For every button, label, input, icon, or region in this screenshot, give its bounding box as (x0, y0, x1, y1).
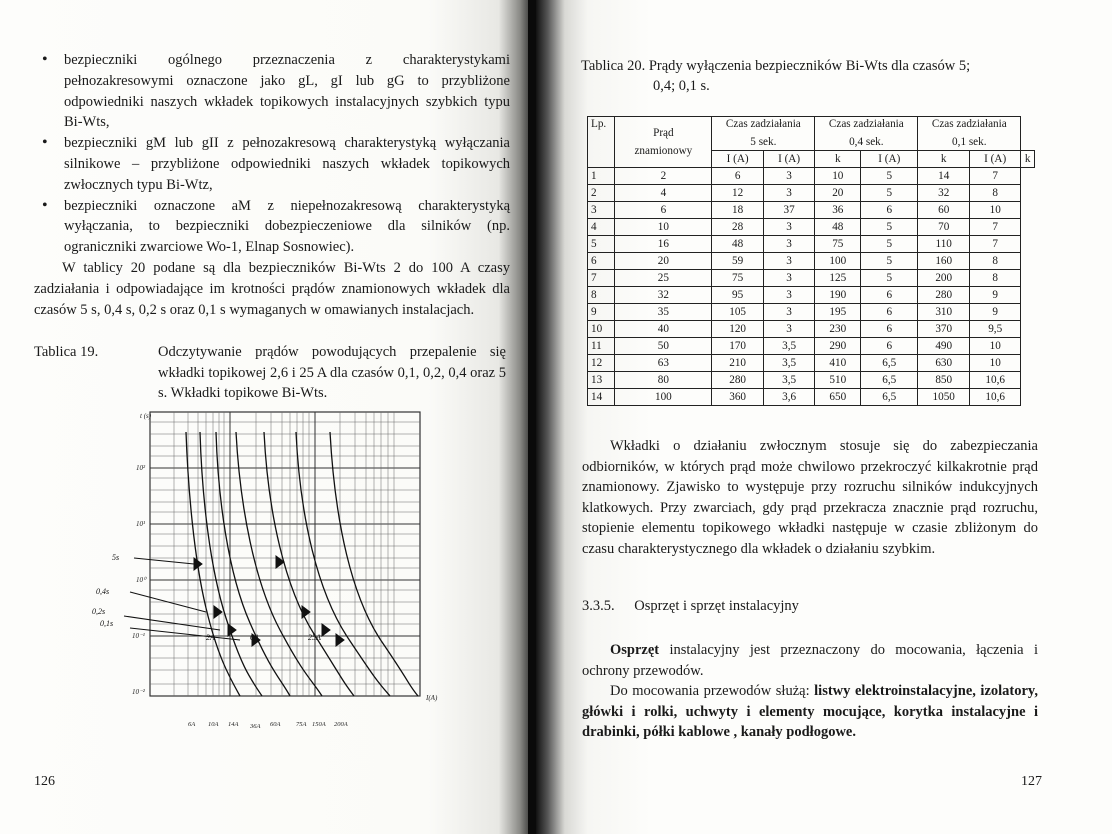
table-row (588, 321, 1035, 338)
table-cell: 6 (588, 253, 615, 270)
table-cell: 11 (588, 338, 615, 355)
table-cell: 510 (815, 372, 861, 389)
table-cell: 6,5 (861, 389, 918, 406)
graph-grid (150, 412, 420, 696)
page-number-right: 127 (1021, 774, 1042, 789)
table-row (588, 389, 1035, 406)
table-cell: 360 (712, 389, 763, 406)
table-cell: 14 (588, 389, 615, 406)
table-cell: 280 (712, 372, 763, 389)
table-cell: 59 (712, 253, 763, 270)
table-cell: 8 (970, 270, 1021, 287)
table-cell: 48 (712, 236, 763, 253)
delayed-fuse-paragraph: Wkładki o działaniu zwłocznym stosuje się do zabezpieczania odbiorników, w których prąd może chwilowo przekroczyć kilkakrotnie prąd znamionowy. Zjawisko to występuje przy rozruchu silników indukcyjnych klatkowych. Przy zwarciach, gdy prąd przekracza znacznie prąd rozruchu, stopienie elementu topikowego wkładki następuje w czasie zbliżonym do czasu charakterystycznego dla wkładek o działaniu szybkim. (582, 438, 1038, 557)
table-row (588, 219, 1035, 236)
table-cell: 7 (970, 219, 1021, 236)
list-item: • bezpieczniki gM lub gII z pełnozakresową charakterystyką wyłączania silnikowe – przybliżone odpowiedniki naszych wkładek topikowych zwłocznych typu Bi-Wtz, (34, 133, 510, 195)
bottom-value: 36A (250, 723, 261, 730)
subheader-current: I (A) (970, 151, 1021, 168)
y-axis-label: t (s) (140, 412, 152, 420)
table-cell: 4 (615, 185, 712, 202)
fittings-definition: instalacyjny jest przeznaczony do mocowania, łączenia i ochrony przewodów. (582, 642, 1038, 679)
table-cell: 2 (588, 185, 615, 202)
table-cell: 20 (815, 185, 861, 202)
fittings-term: Osprzęt (610, 642, 660, 658)
table-cell: 10 (970, 202, 1021, 219)
fittings-text (582, 640, 1038, 743)
table-cell: 37 (763, 202, 815, 219)
header-group-line1: Czas zadziałania (725, 118, 801, 130)
table-cell: 10 (970, 355, 1021, 372)
table-cell: 63 (615, 355, 712, 372)
table-cell: 9,5 (970, 321, 1021, 338)
table-row (588, 355, 1035, 372)
left-body-text (34, 50, 510, 320)
table-header-row (588, 117, 1035, 151)
table-cell: 10 (588, 321, 615, 338)
table-cell: 5 (861, 253, 918, 270)
table-cell: 120 (712, 321, 763, 338)
table-row (588, 270, 1035, 287)
table-cell: 630 (918, 355, 970, 372)
header-group-line2: 0,4 sek. (849, 136, 884, 148)
header-group-line1: Czas zadziałania (931, 118, 1007, 130)
table-cell: 6 (861, 287, 918, 304)
table-cell: 6,5 (861, 372, 918, 389)
table-cell: 6 (615, 202, 712, 219)
table-cell: 14 (918, 168, 970, 185)
table-row (588, 253, 1035, 270)
table-cell: 6 (861, 304, 918, 321)
table-cell: 5 (861, 236, 918, 253)
table-cell: 5 (861, 219, 918, 236)
table-cell: 8 (970, 185, 1021, 202)
bottom-value: 60A (270, 721, 281, 728)
table-cell: 3 (763, 219, 815, 236)
subheader-current: I (A) (712, 151, 763, 168)
header-time-5s (712, 117, 815, 151)
table-cell: 5 (861, 185, 918, 202)
header-time-04s (815, 117, 918, 151)
fuse-type-list (34, 50, 510, 258)
table-cell: 25 (615, 270, 712, 287)
table-cell: 9 (588, 304, 615, 321)
table-cell: 10 (970, 338, 1021, 355)
table19-caption (34, 342, 506, 404)
table-cell: 3 (763, 168, 815, 185)
table-cell: 3 (763, 321, 815, 338)
table-cell: 3 (763, 236, 815, 253)
table-cell: 100 (615, 389, 712, 406)
table-cell: 200 (918, 270, 970, 287)
right-body-text (582, 436, 1038, 559)
fittings-paragraph (582, 640, 1038, 681)
bottom-value: 75A (296, 721, 307, 728)
table-cell: 9 (970, 304, 1021, 321)
table-cell: 4 (588, 219, 615, 236)
table-row (588, 236, 1035, 253)
table-body (588, 168, 1035, 406)
fuse-breaking-current-table (587, 116, 1035, 406)
table-cell: 1050 (918, 389, 970, 406)
table-cell: 3,5 (763, 372, 815, 389)
table20-intro-paragraph: W tablicy 20 podane są dla bezpieczników Bi-Wts 2 do 100 A czasy zadziałania i odpowiadające im krotności prądów znamionowych wkładek dla czasów 5 s, 0,4 s, 0,2 s oraz 0,1 s wymaganych w omawianych instalacjach. (34, 259, 510, 318)
table-cell: 290 (815, 338, 861, 355)
section-heading (582, 598, 799, 615)
table-cell: 410 (815, 355, 861, 372)
table-cell: 10 (615, 219, 712, 236)
x-axis-label: I(A) (426, 694, 438, 702)
table-row (588, 304, 1035, 321)
subheader-k: k (815, 151, 861, 168)
mounting-paragraph (582, 681, 1038, 743)
table-cell: 10,6 (970, 389, 1021, 406)
table-cell: 6 (861, 202, 918, 219)
marker-label: 5s (112, 553, 120, 562)
table-cell: 3,5 (763, 338, 815, 355)
table-cell: 3 (588, 202, 615, 219)
y-tick-label: 10¹ (136, 520, 146, 528)
table-row (588, 372, 1035, 389)
table-cell: 170 (712, 338, 763, 355)
table-row (588, 338, 1035, 355)
header-time-01s (918, 117, 1021, 151)
curve-label: 6A (250, 633, 259, 642)
table-cell: 13 (588, 372, 615, 389)
left-page (0, 0, 536, 834)
table-cell: 35 (615, 304, 712, 321)
header-group-line2: 0,1 sek. (952, 136, 987, 148)
right-page (536, 0, 1112, 834)
table-cell: 75 (815, 236, 861, 253)
header-rated-current-line1: Prąd (653, 126, 674, 139)
table-cell: 5 (588, 236, 615, 253)
table-cell: 3,5 (763, 355, 815, 372)
table-cell: 7 (970, 236, 1021, 253)
table-cell: 195 (815, 304, 861, 321)
table-cell: 10 (815, 168, 861, 185)
table-cell: 490 (918, 338, 970, 355)
y-tick-label: 10⁻¹ (132, 632, 145, 640)
table-cell: 7 (970, 168, 1021, 185)
fuse-time-current-graph (90, 408, 450, 738)
curve-label: 25A (308, 633, 321, 642)
section-title: Osprzęt i sprzęt instalacyjny (634, 598, 799, 614)
table-cell: 6 (712, 168, 763, 185)
table-cell: 105 (712, 304, 763, 321)
table20-caption (581, 56, 1051, 96)
table-cell: 8 (588, 287, 615, 304)
table-cell: 2 (615, 168, 712, 185)
table-cell: 36 (815, 202, 861, 219)
table-cell: 100 (815, 253, 861, 270)
table-cell: 20 (615, 253, 712, 270)
table-cell: 16 (615, 236, 712, 253)
header-lp: Lp. (588, 117, 615, 168)
curve-label: 2A (206, 633, 215, 642)
table-cell: 190 (815, 287, 861, 304)
table-cell: 5 (861, 270, 918, 287)
table-row (588, 287, 1035, 304)
table-cell: 3,6 (763, 389, 815, 406)
table-cell: 80 (615, 372, 712, 389)
table-cell: 3 (763, 253, 815, 270)
table-cell: 8 (970, 253, 1021, 270)
table-cell: 18 (712, 202, 763, 219)
table-cell: 310 (918, 304, 970, 321)
list-item: • bezpieczniki ogólnego przeznaczenia z charakterystykami pełnozakresowymi oznaczone jako gL, gI lub gG to przybliżone odpowiedniki naszych wkładek topikowych instalacyjnych szybkich typu Bi-Wts, (34, 50, 510, 133)
bottom-value: 200A (334, 721, 348, 728)
subheader-current: I (A) (861, 151, 918, 168)
table-cell: 6,5 (861, 355, 918, 372)
table-cell: 6 (861, 321, 918, 338)
table-cell: 7 (588, 270, 615, 287)
table-cell: 32 (918, 185, 970, 202)
table-cell: 125 (815, 270, 861, 287)
table-cell: 1 (588, 168, 615, 185)
table-cell: 10,6 (970, 372, 1021, 389)
table-cell: 3 (763, 287, 815, 304)
table-cell: 60 (918, 202, 970, 219)
list-item: • bezpieczniki oznaczone aM z niepełnozakresową charakterystyką wyłączania, to bezpieczniki dobezpieczeniowe dla silników (np. ograniczniki zwarciowe Wo-1, Elnap Sosnowiec). (34, 196, 510, 258)
table20-caption-line1: Tablica 20. Prądy wyłączenia bezpieczników Bi-Wts dla czasów 5; (581, 58, 971, 74)
section-number: 3.3.5. (582, 598, 615, 614)
table-cell: 280 (918, 287, 970, 304)
y-tick-label: 10² (136, 464, 146, 472)
mounting-intro: Do mocowania przewodów służą: (610, 683, 815, 699)
subheader-k: k (918, 151, 970, 168)
bottom-value: 150A (312, 721, 326, 728)
table19-caption-text: Odczytywanie prądów powodujących przepalenie się wkładki topikowej 2,6 i 25 A dla czasów 0,1, 0,2, 0,4 oraz 5 s. Wkładki topikowe Bi-Wts. (158, 344, 506, 401)
table19-label: Tablica 19. (34, 344, 99, 360)
table-cell: 6 (861, 338, 918, 355)
header-rated-current-line2: znamionowy (634, 144, 693, 157)
bottom-value: 14A (228, 721, 239, 728)
page-number-left: 126 (34, 774, 55, 789)
table20-caption-line2: 0,4; 0,1 s. (653, 78, 710, 94)
fuse-curves (186, 432, 418, 696)
y-tick-label: 10⁰ (136, 576, 146, 584)
table-cell: 3 (763, 185, 815, 202)
marker-label: 0,4s (96, 587, 110, 596)
table-cell: 160 (918, 253, 970, 270)
table-cell: 210 (712, 355, 763, 372)
table-cell: 110 (918, 236, 970, 253)
table-cell: 70 (918, 219, 970, 236)
mounting-items: listwy elektroinstalacyjne, izolatory, główki i rolki, uchwyty i elementy mocujące, korytka instalacyjne i drabinki, półki kablowe , kanały podłogowe. (582, 683, 1038, 740)
header-group-line1: Czas zadziałania (828, 118, 904, 130)
table-cell: 95 (712, 287, 763, 304)
bottom-value: 6A (188, 721, 196, 728)
table-cell: 50 (615, 338, 712, 355)
marker-label: 0,2s (92, 607, 106, 616)
header-rated-current (615, 117, 712, 168)
table-cell: 32 (615, 287, 712, 304)
table-cell: 3 (763, 270, 815, 287)
table-cell: 850 (918, 372, 970, 389)
table-cell: 650 (815, 389, 861, 406)
table-cell: 48 (815, 219, 861, 236)
table-cell: 75 (712, 270, 763, 287)
table-cell: 3 (763, 304, 815, 321)
table-cell: 28 (712, 219, 763, 236)
table-cell: 12 (712, 185, 763, 202)
table-cell: 5 (861, 168, 918, 185)
y-tick-label: 10⁻² (132, 688, 145, 696)
table-row (588, 202, 1035, 219)
table-row (588, 185, 1035, 202)
table-cell: 230 (815, 321, 861, 338)
table-cell: 40 (615, 321, 712, 338)
subheader-current: I (A) (763, 151, 815, 168)
table-row (588, 168, 1035, 185)
bottom-value: 10A (208, 721, 219, 728)
table-cell: 370 (918, 321, 970, 338)
subheader-k: k (1021, 151, 1035, 168)
header-group-line2: 5 sek. (750, 136, 777, 148)
table-cell: 12 (588, 355, 615, 372)
marker-label: 0,1s (100, 619, 114, 628)
table-cell: 9 (970, 287, 1021, 304)
